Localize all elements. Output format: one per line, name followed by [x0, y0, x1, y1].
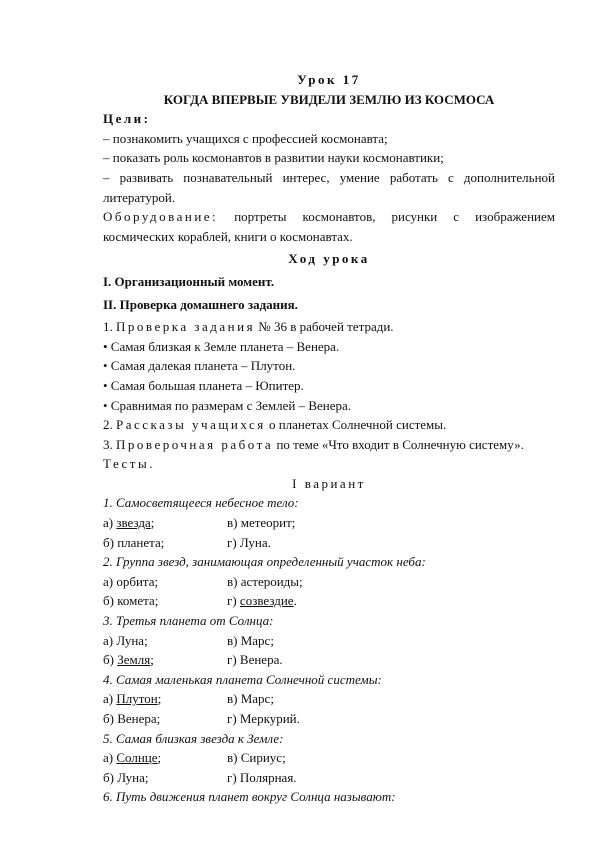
question: 2. Группа звезд, занимающая определенный участок неба: [103, 554, 426, 570]
answer-option: г) созвездие. [227, 593, 297, 609]
goals-label: Цели: [103, 111, 151, 127]
bullet-item: • Самая далекая планета – Плутон. [103, 358, 296, 374]
answer-option: б) Венера; [103, 711, 161, 726]
step-item: 3. Проверочная работа по теме «Что входит в Солнечную систему». [103, 436, 524, 452]
equipment-paragraph [103, 207, 555, 246]
answer-option: б) Земля; [103, 652, 154, 668]
goal-item: – развивать познавательный интерес, умение работать с дополнительной литературой. [103, 169, 555, 205]
question: 3. Третья планета от Солнца: [103, 613, 274, 629]
answer-option: в) астероиды; [227, 573, 303, 589]
answer-row [103, 572, 555, 592]
section-heading: II. Проверка домашнего задания. [103, 296, 298, 312]
variant-heading: I вариант [292, 475, 366, 491]
equipment-label: Оборудование: [103, 209, 219, 225]
answer-option: г) Меркурий. [227, 711, 300, 726]
answer-option: в) Марс; [227, 632, 274, 648]
answer-row [103, 689, 555, 709]
answer-row [103, 650, 555, 670]
question: 6. Путь движения планет вокруг Солнца называют: [103, 789, 396, 805]
step-item: 2. Рассказы учащихся о планетах Солнечной системы. [103, 417, 447, 433]
answer-option: а) Луна; [103, 632, 148, 648]
course-heading: Ход урока [288, 251, 370, 267]
answer-row [103, 533, 555, 553]
answer-option: в) метеорит; [227, 515, 296, 531]
answer-row [103, 513, 555, 533]
question: 1. Самосветящееся небесное тело: [103, 495, 299, 511]
section-heading: I. Организационный момент. [103, 273, 275, 289]
equipment-text: портреты космонавтов, рисунки с изображением космических кораблей, книги о космонавтах. [103, 209, 555, 244]
answer-option: б) планета; [103, 534, 165, 550]
goal-item: – познакомить учащихся с профессией космонавта; [103, 130, 388, 146]
answer-option: г) Венера. [227, 652, 283, 668]
lesson-number: Урок 17 [297, 72, 361, 87]
tests-label: Тесты. [103, 456, 155, 472]
question: 5. Самая близкая звезда к Земле: [103, 730, 284, 746]
answer-option: в) Марс; [227, 691, 274, 707]
goal-item: – показать роль космонавтов в развитии науки космонавтики; [103, 150, 444, 166]
answer-option: а) Плутон; [103, 691, 162, 707]
lesson-title: КОГДА ВПЕРВЫЕ УВИДЕЛИ ЗЕМЛЮ ИЗ КОСМОСА [163, 91, 495, 107]
answer-option: б) комета; [103, 593, 159, 609]
bullet-item: • Сравнимая по размерам с Землей – Венера. [103, 397, 352, 413]
answer-option: а) орбита; [103, 573, 159, 589]
answer-option: г) Луна. [227, 534, 271, 550]
answer-row [103, 631, 555, 651]
step-item: 1. Проверка задания № 36 в рабочей тетради. [103, 319, 394, 335]
document-content [103, 70, 555, 807]
question: 4. Самая маленькая планета Солнечной системы: [103, 671, 382, 687]
bullet-item: • Самая большая планета – Юпитер. [103, 377, 304, 393]
answer-row [103, 591, 555, 611]
answer-option: г) Полярная. [227, 769, 297, 785]
answer-option: в) Сириус; [227, 750, 286, 766]
answer-option: а) звезда; [103, 515, 155, 531]
answer-row [103, 768, 555, 788]
answer-row [103, 748, 555, 768]
bullet-item: • Самая близкая к Земле планета – Венера. [103, 338, 340, 354]
answer-option: б) Луна; [103, 769, 149, 785]
answer-row [103, 709, 555, 729]
answer-option: а) Солнце; [103, 750, 162, 766]
